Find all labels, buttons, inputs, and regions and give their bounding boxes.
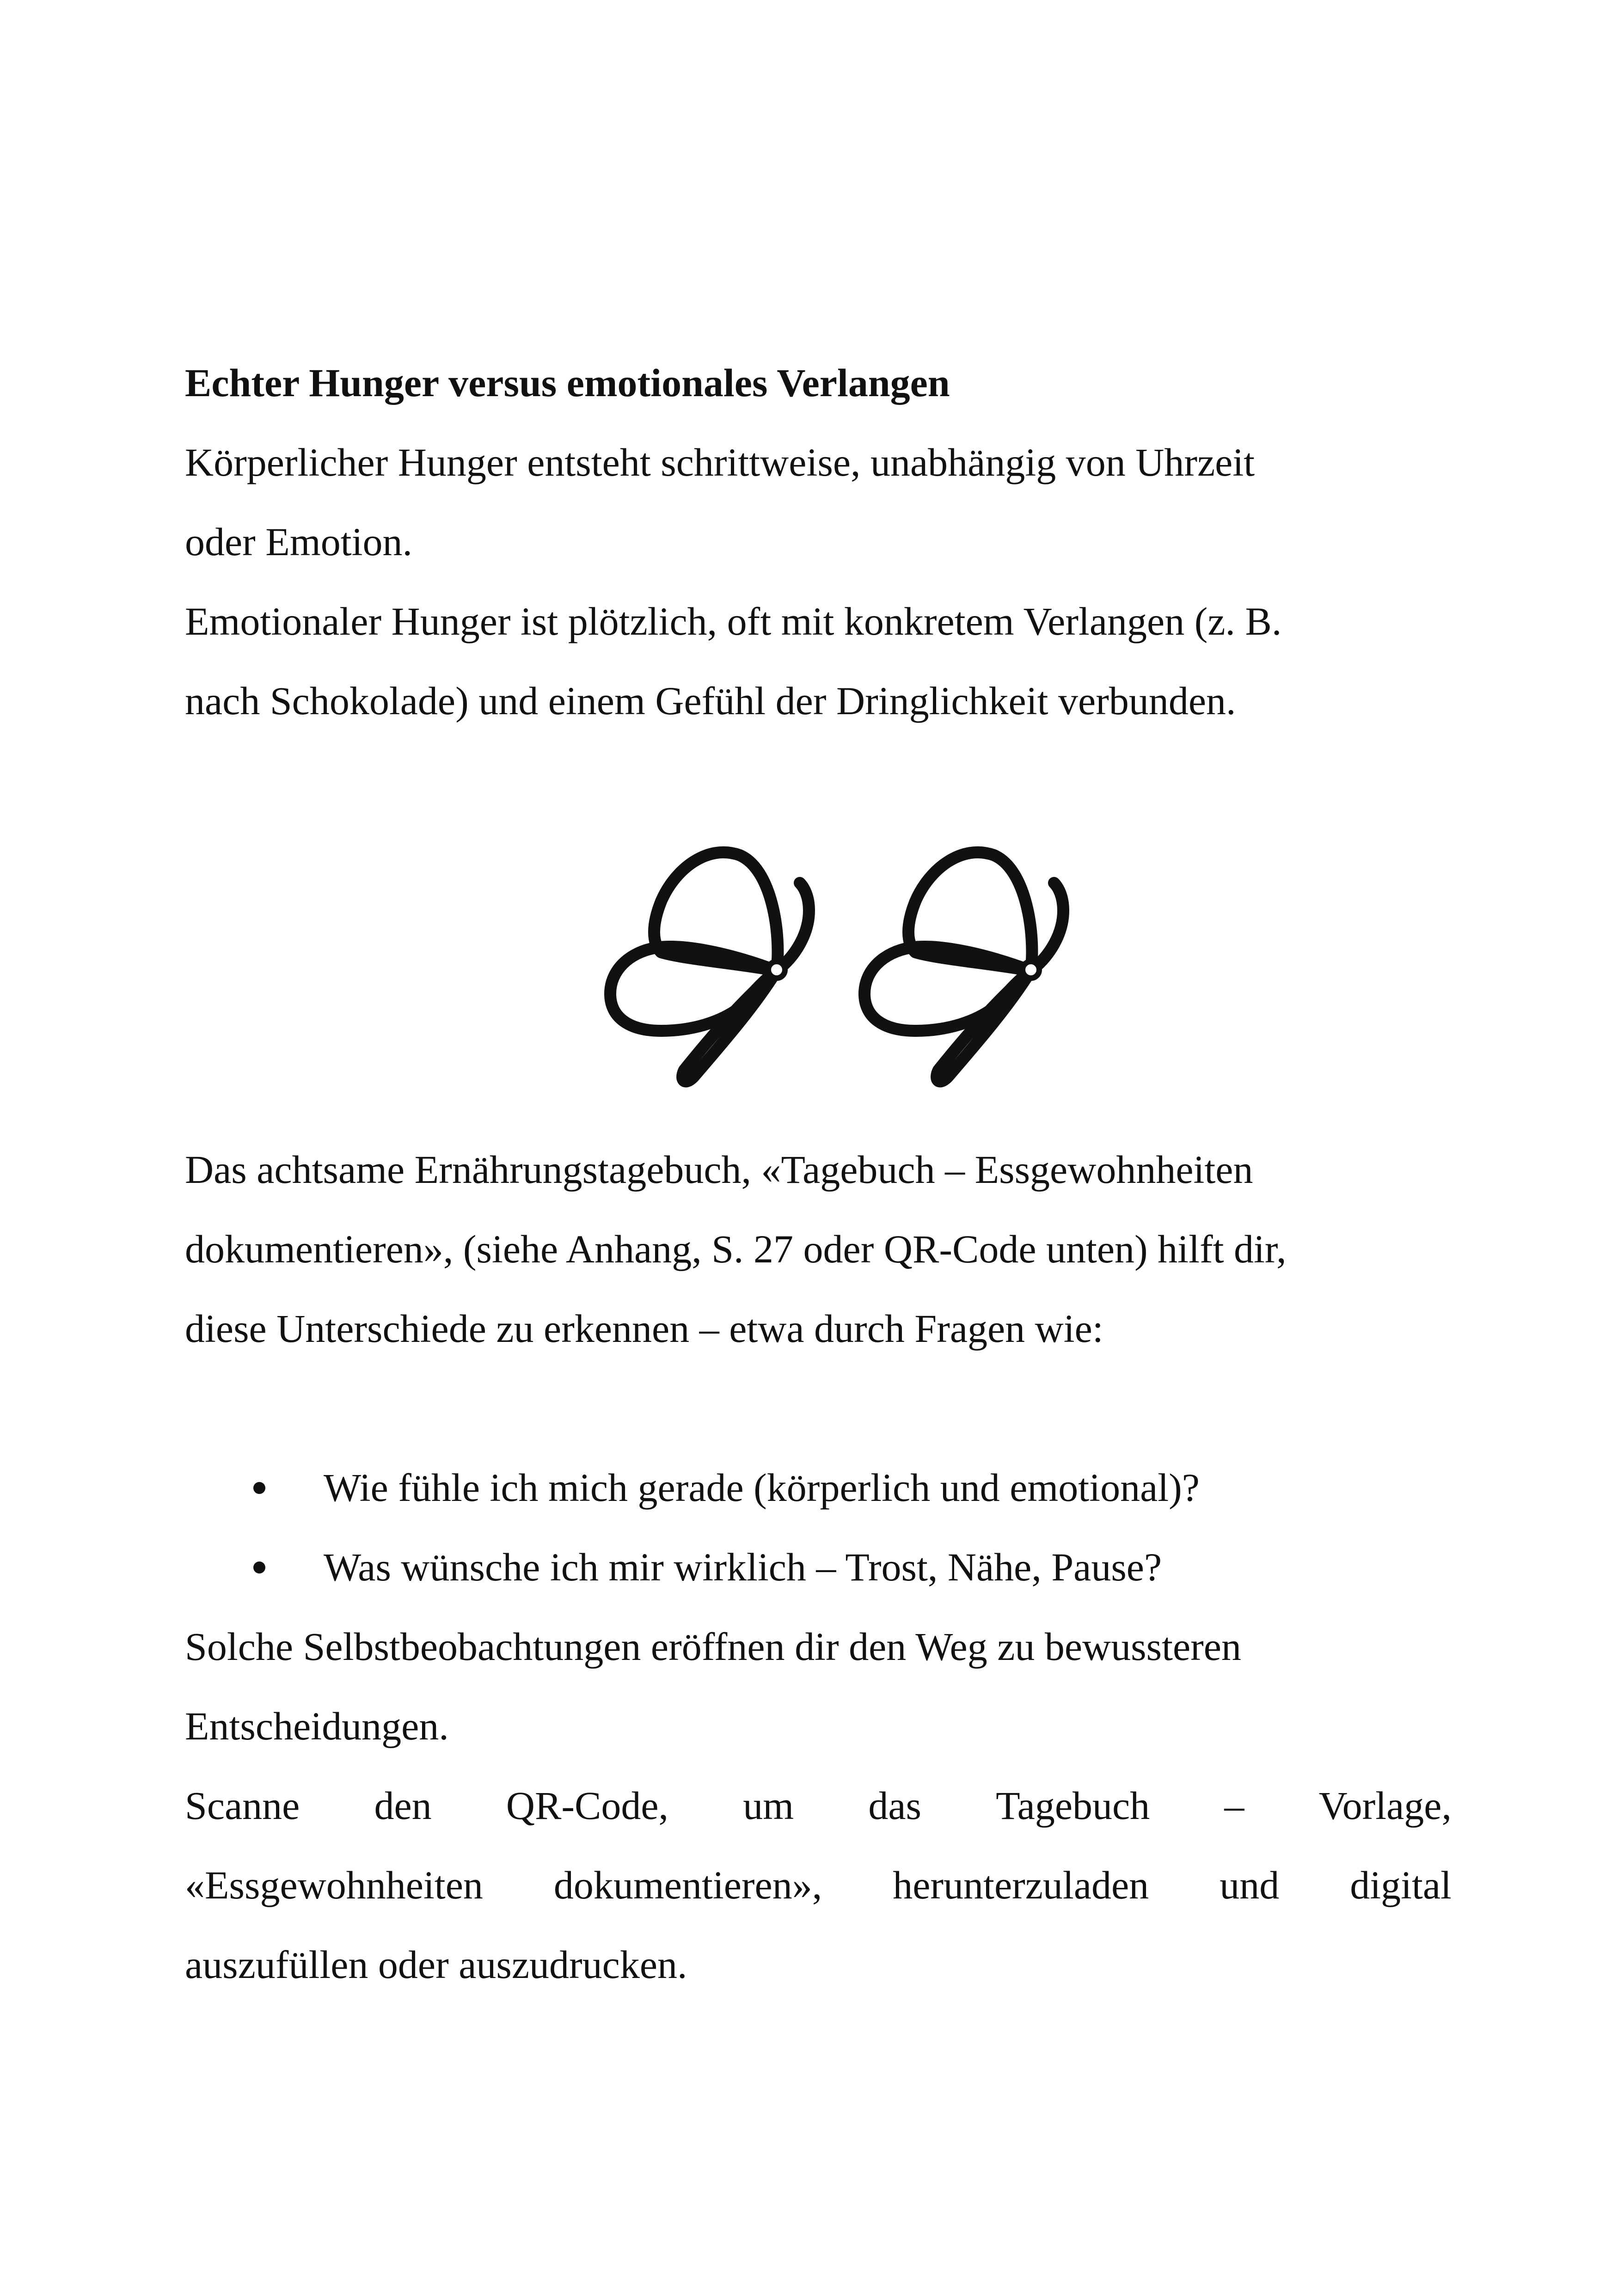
paragraph-line: oder Emotion. [185, 520, 413, 564]
paragraph-line: diese Unterschiede zu erkennen – etwa durch Fragen wie: [185, 1306, 1103, 1351]
word: das [868, 1783, 921, 1828]
word: dokumentieren», [553, 1863, 822, 1907]
paragraph-line: Körperlicher Hunger entsteht schrittweise, unabhängig von Uhrzeit [185, 440, 1255, 484]
word: Tagebuch [996, 1783, 1150, 1828]
word: – [1224, 1783, 1244, 1828]
paragraph-line: auszufüllen oder auszudrucken. [185, 1942, 687, 1987]
paragraph-line: Solche Selbstbeobachtungen eröffnen dir den Weg zu bewussteren [185, 1624, 1241, 1669]
word: um [743, 1783, 794, 1828]
paragraph-line: nach Schokolade) und einem Gefühl der Dringlichkeit verbunden. [185, 679, 1236, 723]
butterfly-body-dot [1023, 961, 1039, 978]
word: herunterzuladen [893, 1863, 1149, 1907]
paragraph-line: Entscheidungen. [185, 1704, 449, 1748]
section-heading: Echter Hunger versus emotionales Verlangen [185, 361, 950, 405]
word: und [1220, 1863, 1280, 1907]
list-item-text: Wie fühle ich mich gerade (körperlich und emotional)? [324, 1465, 1200, 1510]
word: QR-Code, [506, 1783, 669, 1828]
list-item-text: Was wünsche ich mir wirklich – Trost, Nähe, Pause? [324, 1545, 1162, 1589]
paragraph-line: dokumentieren», (siehe Anhang, S. 27 oder QR-Code unten) hilft dir, [185, 1227, 1287, 1271]
paragraph-line: Das achtsame Ernährungstagebuch, «Tagebuch – Essgewohnheiten [185, 1147, 1253, 1192]
paragraph-line-justified [185, 1857, 1452, 1913]
butterfly-decoration [601, 841, 1082, 1091]
bullet-icon [253, 1561, 265, 1574]
word: «Essgewohnheiten [185, 1863, 483, 1907]
paragraph-line-justified [185, 1778, 1452, 1833]
word: den [374, 1783, 432, 1828]
butterfly-body-dot [768, 961, 785, 978]
paragraph-line: Emotionaler Hunger ist plötzlich, oft mit konkretem Verlangen (z. B. [185, 599, 1282, 643]
word: digital [1350, 1863, 1452, 1907]
word: Vorlage, [1318, 1783, 1452, 1828]
bullet-icon [253, 1482, 265, 1494]
word: Scanne [185, 1783, 300, 1828]
